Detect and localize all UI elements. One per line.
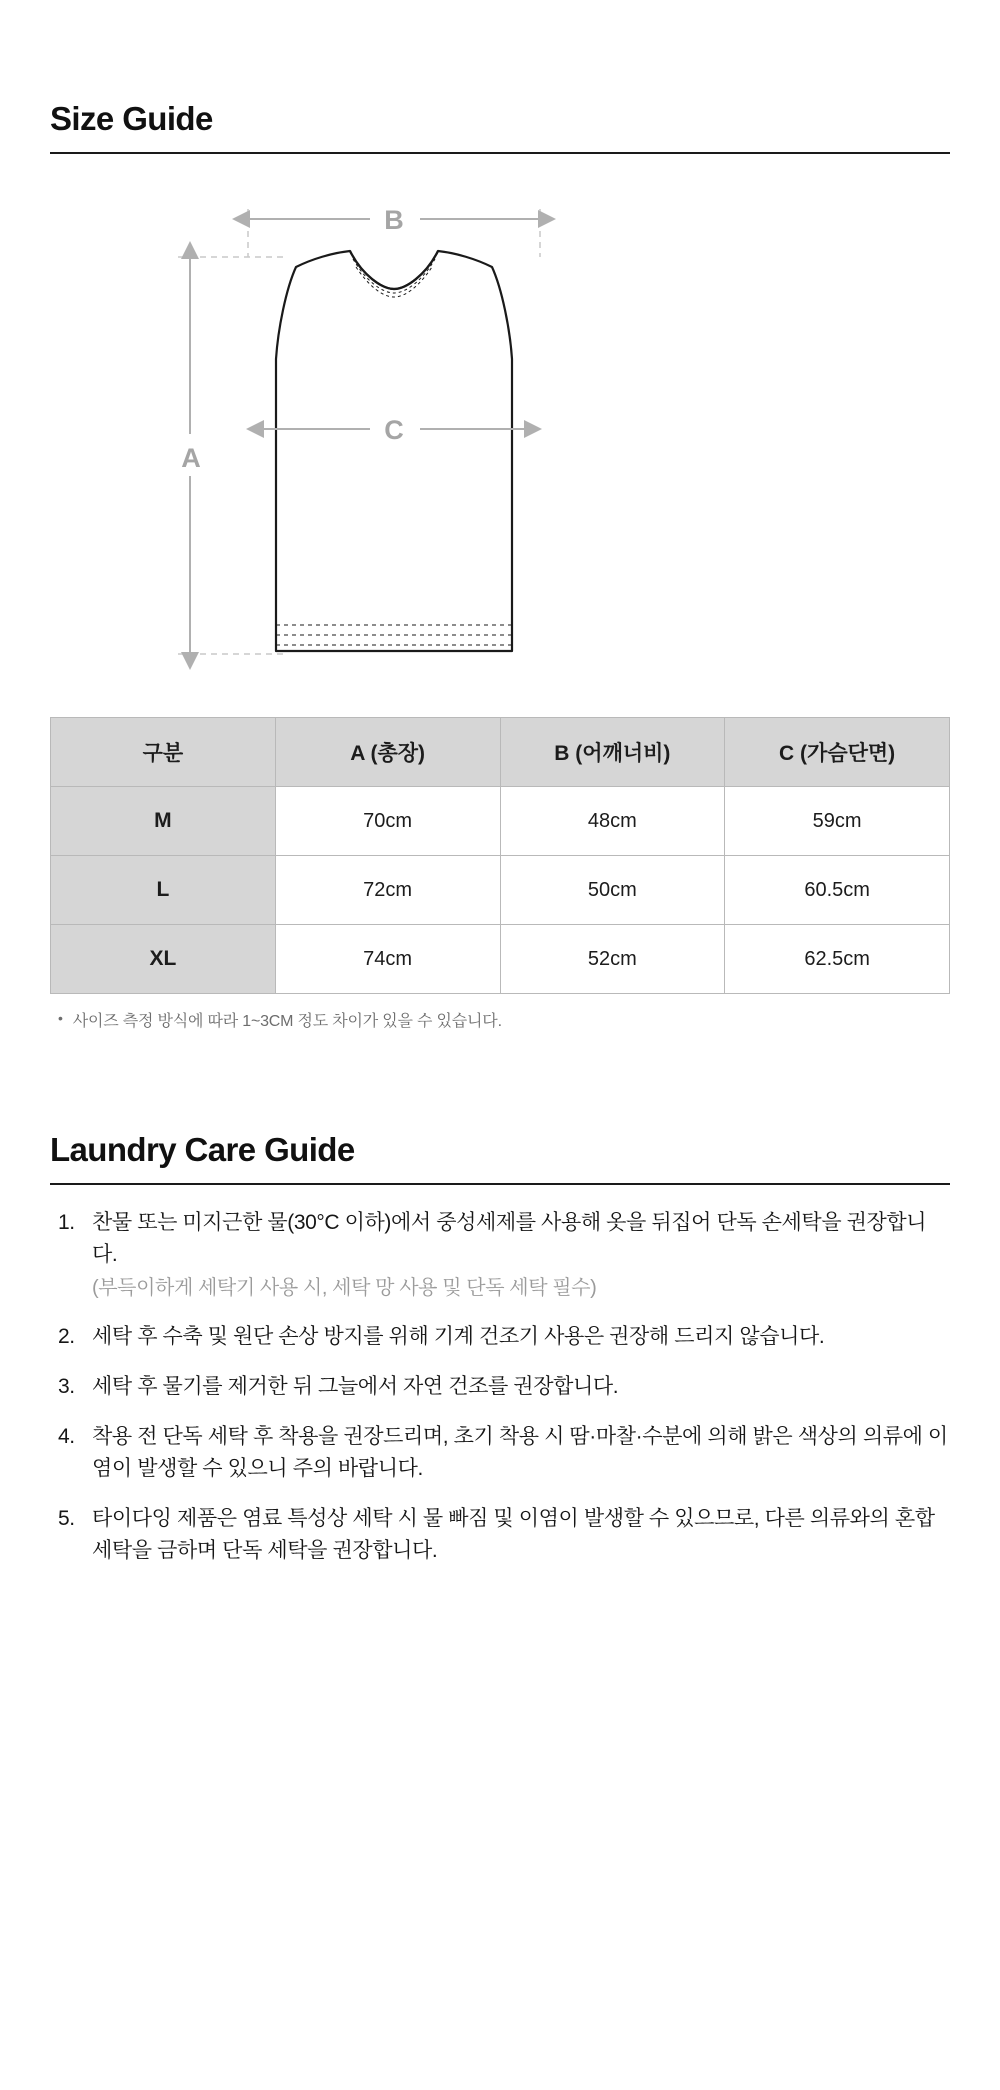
bullet-icon: • [58, 1010, 63, 1026]
row-size-label: M [51, 787, 276, 856]
cell-c: 60.5cm [725, 856, 950, 925]
list-item [50, 1371, 950, 1403]
column-header-size: 구분 [51, 718, 276, 787]
size-note-text: 사이즈 측정 방식에 따라 1~3CM 정도 차이가 있을 수 있습니다. [72, 1013, 502, 1030]
laundry-care-list [50, 1207, 950, 1567]
svg-text:B: B [384, 205, 404, 235]
list-item [50, 1421, 950, 1485]
laundry-guide-divider [50, 1183, 950, 1185]
row-size-label: L [51, 856, 276, 925]
size-table-note [50, 1008, 950, 1031]
list-item [50, 1207, 950, 1303]
laundry-guide-heading: Laundry Care Guide [50, 1131, 355, 1168]
svg-text:A: A [181, 443, 201, 473]
dimension-b [248, 202, 540, 236]
cell-c: 62.5cm [725, 925, 950, 994]
tshirt-outline [276, 251, 512, 651]
garment-measurement-diagram [50, 179, 950, 699]
care-item-text: 착용 전 단독 세탁 후 착용을 권장드리며, 초기 착용 시 땀·마찰·수분에 의해 밝은 색상의 의류에 이염이 발생할 수 있으니 주의 바랍니다. [92, 1425, 948, 1480]
care-item-text: 세탁 후 수축 및 원단 손상 방지를 위해 기계 건조기 사용은 권장해 드리지 않습니다. [92, 1325, 825, 1349]
cell-b: 48cm [500, 787, 725, 856]
column-header-b: B (어깨너비) [500, 718, 725, 787]
cell-c: 59cm [725, 787, 950, 856]
care-item-text: 찬물 또는 미지근한 물(30°C 이하)에서 중성세제를 사용해 옷을 뒤집어 단독 손세탁을 권장합니다. [92, 1211, 927, 1266]
size-guide-divider [50, 152, 950, 154]
care-item-text: 타이다잉 제품은 염료 특성상 세탁 시 물 빠짐 및 이염이 발생할 수 있으므로, 다른 의류와의 혼합 세탁을 금하며 단독 세탁을 권장합니다. [92, 1506, 935, 1562]
table-row [51, 856, 950, 925]
care-item-text: 세탁 후 물기를 제거한 뒤 그늘에서 자연 건조를 권장합니다. [92, 1375, 619, 1399]
cell-a: 74cm [275, 925, 500, 994]
table-header-row [51, 718, 950, 787]
cell-b: 50cm [500, 856, 725, 925]
column-header-c: C (가슴단면) [725, 718, 950, 787]
list-item [50, 1321, 950, 1353]
dimension-a [172, 257, 210, 654]
care-item-subtext: (부득이하게 세탁기 사용 시, 세탁 망 사용 및 단독 세탁 필수) [92, 1276, 597, 1299]
cell-b: 52cm [500, 925, 725, 994]
table-row [51, 925, 950, 994]
cell-a: 70cm [275, 787, 500, 856]
table-row [51, 787, 950, 856]
size-table [50, 717, 950, 994]
cell-a: 72cm [275, 856, 500, 925]
svg-text:C: C [384, 415, 404, 445]
list-item [50, 1503, 950, 1567]
column-header-a: A (총장) [275, 718, 500, 787]
size-guide-heading: Size Guide [50, 100, 213, 137]
row-size-label: XL [51, 925, 276, 994]
